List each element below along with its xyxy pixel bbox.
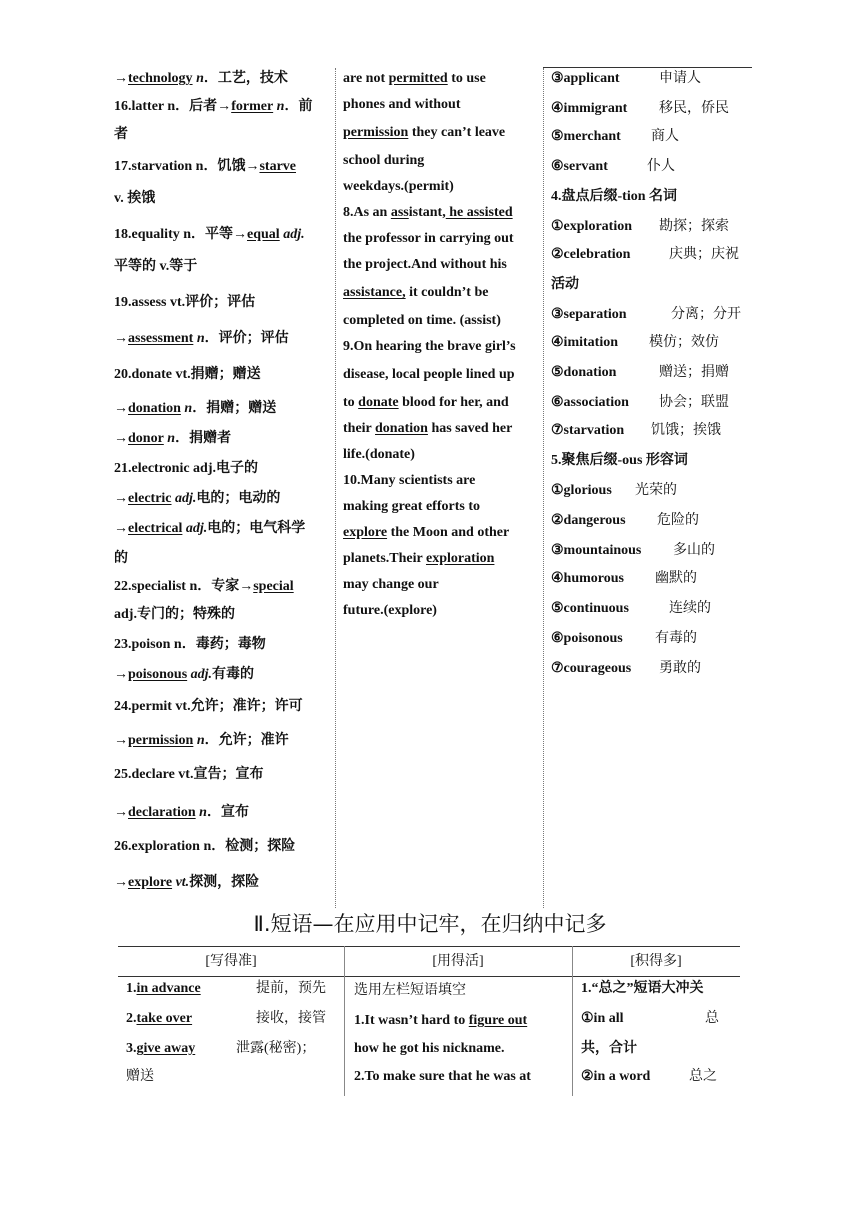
answer-word: poisonous [128, 667, 188, 682]
english-word: ②celebration [551, 247, 631, 262]
line-text: adj.专门的；特殊的 [114, 607, 235, 622]
suffix-line [551, 306, 751, 324]
english-word: ①exploration [551, 219, 632, 234]
answer-word: equal [247, 227, 280, 242]
phrase-group-line [581, 980, 737, 998]
answer-word: donate [358, 395, 399, 410]
item-number: 3. [126, 1041, 137, 1056]
suffix-line [551, 246, 751, 264]
fill-blank-line [354, 1012, 527, 1030]
vocab-line [114, 838, 295, 856]
english-word: 5.聚焦后缀-ous 形容词 [551, 453, 688, 468]
sentence-line [343, 230, 514, 248]
vocab-line [114, 666, 254, 684]
line-text: ．宣布 [206, 805, 249, 820]
sentence-line [343, 256, 507, 274]
line-text: 9.On hearing the brave girl’s [343, 339, 516, 354]
line-text: 有毒的 [212, 667, 255, 682]
answer-word: permitted [388, 71, 448, 86]
phrase-line [126, 1010, 340, 1028]
phrase-group-line [581, 1068, 737, 1086]
suffix-line [551, 570, 751, 588]
chinese-meaning: 连续的 [669, 601, 711, 616]
vocab-line [114, 366, 261, 384]
line-text: are not [343, 71, 389, 86]
line-text: their [343, 421, 376, 436]
english-phrase: ②in a word [581, 1069, 651, 1084]
sentence-line [343, 312, 501, 330]
chinese-meaning: 赠送；捐赠 [659, 365, 729, 380]
vocab-line [114, 460, 258, 478]
chinese-meaning: 饥饿；挨饿 [651, 423, 721, 438]
sentence-line [343, 178, 454, 196]
line-text: to [343, 395, 359, 410]
chinese-meaning: 多山的 [673, 543, 715, 558]
part-of-speech: n [273, 99, 285, 114]
vocab-line [114, 698, 303, 716]
table-header-3: [积得多] [630, 954, 682, 969]
line-text: 23.poison n．毒药；毒物 [114, 637, 266, 652]
sentence-line [343, 446, 415, 464]
vocab-line [114, 158, 296, 176]
answer-word: ass [390, 205, 409, 220]
fill-blank-line [354, 1040, 505, 1058]
line-text: it couldn’t be [405, 285, 489, 300]
part-of-speech: n [195, 805, 207, 820]
part-of-speech: n [192, 71, 204, 86]
chinese-meaning: 光荣的 [635, 483, 677, 498]
suffix-line [551, 188, 751, 206]
answer-phrase: figure out [468, 1013, 528, 1028]
line-text: future.(explore) [343, 603, 437, 618]
suffix-line [551, 422, 751, 440]
answer-word: donor [128, 431, 164, 446]
suffix-line [551, 482, 751, 500]
vocab-line [114, 126, 128, 144]
english-word: ⑥servant [551, 159, 608, 174]
chinese-meaning: 协会；联盟 [659, 395, 729, 410]
table-header-2: [用得活] [432, 954, 484, 969]
line-text: v. 挨饿 [114, 191, 156, 206]
column-divider-1 [335, 68, 336, 908]
arrow-text: → [114, 401, 128, 416]
part-of-speech: adj. [182, 521, 208, 536]
sentence-line [343, 550, 494, 568]
answer-word: explore [128, 875, 173, 890]
line-text: 电的；电动的 [196, 491, 281, 506]
section-title: Ⅱ.短语—在应用中记牢，在归纳中记多 [253, 912, 607, 936]
item-number: 2. [126, 1011, 137, 1026]
line-text: phones and without [343, 97, 461, 112]
sentence-line [343, 394, 509, 412]
line-text: 探测，探险 [189, 875, 260, 890]
chinese-meaning: 幽默的 [655, 571, 697, 586]
english-word: ④immigrant [551, 101, 628, 116]
vocab-line [114, 490, 280, 508]
english-word: ③separation [551, 307, 627, 322]
english-word: ③applicant [551, 71, 620, 86]
arrow-text: → [114, 667, 128, 682]
suffix-line [551, 394, 751, 412]
english-word: ②dangerous [551, 513, 626, 528]
item-number: 1. [126, 981, 137, 996]
part-of-speech: n [193, 733, 205, 748]
line-text: 8.As an [343, 205, 391, 220]
vocab-line [114, 70, 288, 88]
line-text: to use [447, 71, 486, 86]
chinese-meaning: 申请人 [659, 71, 701, 86]
sentence-line [343, 152, 424, 170]
line-text: disease, local people lined up [343, 367, 515, 382]
answer-word: he [445, 205, 467, 220]
answer-phrase: take over [136, 1011, 193, 1026]
suffix-line [551, 512, 751, 530]
vocab-line [114, 732, 289, 750]
suffix-line [551, 660, 751, 678]
line-text: 电的；电气科学 [207, 521, 306, 536]
english-word: ④imitation [551, 335, 618, 350]
suffix-line [551, 128, 751, 146]
answer-phrase: in advance [136, 981, 201, 996]
sentence-line [343, 602, 437, 620]
answer-word: permission [343, 125, 409, 140]
english-word: ⑤donation [551, 365, 617, 380]
suffix-line [551, 100, 751, 118]
vocab-line [114, 520, 305, 538]
suffix-line [551, 600, 751, 618]
sentence-line [343, 124, 505, 142]
line-text: completed on time. (assist) [343, 313, 501, 328]
part-of-speech: n [180, 401, 193, 416]
answer-word: donation [375, 421, 428, 436]
part-of-speech: adj. [171, 491, 197, 506]
phrase-line [126, 980, 340, 998]
english-word: ④humorous [551, 571, 624, 586]
part-of-speech: adj. [187, 667, 213, 682]
phrase-group-line [581, 1040, 737, 1058]
answer-word: exploration [425, 551, 495, 566]
line-text: school during [343, 153, 425, 168]
phrase-meaning: 泄露(秘密)； [236, 1041, 316, 1056]
line-text: 21.electronic adj.电子的 [114, 461, 258, 476]
table-header-1: [写得准] [205, 954, 257, 969]
suffix-line [551, 630, 751, 648]
answer-word: assisted [466, 205, 513, 220]
english-word: ③mountainous [551, 543, 642, 558]
sentence-line [343, 498, 480, 516]
suffix-line [551, 334, 751, 352]
english-word: ⑤merchant [551, 129, 621, 144]
line-text: the Moon and other [387, 525, 510, 540]
answer-word: former [231, 99, 274, 114]
vocab-line [114, 430, 231, 448]
answer-word: technology [128, 71, 193, 86]
vocab-line [114, 550, 128, 568]
line-text: life.(donate) [343, 447, 415, 462]
table-header-rule [118, 976, 740, 977]
arrow-text: → [114, 71, 128, 86]
phrase-group-line [581, 1010, 737, 1028]
english-word: ⑦starvation [551, 423, 625, 438]
line-text: 2.To make sure that he was at [354, 1069, 531, 1084]
line-text: 25.declare vt.宣告；宣布 [114, 767, 264, 782]
suffix-line [551, 364, 751, 382]
vocab-line [114, 766, 263, 784]
line-text: 的 [114, 551, 128, 566]
answer-word: permission [128, 733, 194, 748]
line-text: 20.donate vt.捐赠；赠送 [114, 367, 261, 382]
sentence-line [343, 204, 513, 222]
vocab-line [114, 190, 155, 208]
part-of-speech: vt. [172, 875, 190, 890]
line-text: 17.starvation n．饥饿→ [114, 159, 260, 174]
answer-word: donation [128, 401, 181, 416]
line-text: 19.assess vt.评价；评估 [114, 295, 256, 310]
line-text: 10.Many scientists are [343, 473, 476, 488]
english-word: ⑤continuous [551, 601, 629, 616]
sentence-line [343, 472, 475, 490]
line-text: ．工艺，技术 [203, 71, 288, 86]
fill-blank-line [354, 1068, 531, 1086]
vocab-line [114, 330, 289, 348]
part-of-speech: n [163, 431, 176, 446]
sentence-line [343, 338, 516, 356]
line-text: the project.And without his [343, 257, 507, 272]
sentence-line [343, 284, 488, 302]
answer-word: explore [343, 525, 388, 540]
chinese-meaning: 仆人 [647, 159, 675, 174]
arrow-text: → [114, 331, 128, 346]
answer-word: assessment [128, 331, 194, 346]
chinese-meaning: 模仿；效仿 [649, 335, 719, 350]
fill-blank-line [354, 982, 466, 1000]
line-text: 选用左栏短语填空 [354, 983, 466, 998]
line-text: istant, [408, 205, 446, 220]
answer-word: special [253, 579, 294, 594]
part-of-speech: adj. [279, 227, 305, 242]
vocab-line [114, 226, 305, 244]
answer-word: electric [128, 491, 172, 506]
english-word: ⑥poisonous [551, 631, 623, 646]
sentence-line [343, 524, 509, 542]
line-text: ．评价；评估 [204, 331, 289, 346]
arrow-text: → [114, 733, 128, 748]
line-text: ．捐赠者 [175, 431, 232, 446]
line-text: 24.permit vt.允许；准许；许可 [114, 699, 303, 714]
column-divider-2 [543, 68, 544, 908]
line-text: may change our [343, 577, 439, 592]
line-text: 22.specialist n．专家→ [114, 579, 254, 594]
arrow-text: → [114, 875, 128, 890]
phrase-meaning: 提前，预先 [256, 981, 326, 996]
suffix-line [551, 276, 751, 294]
part-of-speech: n [193, 331, 205, 346]
line-text: ．捐赠；赠送 [192, 401, 277, 416]
line-text: weekdays.(permit) [343, 179, 454, 194]
suffix-line [551, 218, 751, 236]
line-text: 平等的 v.等于 [114, 259, 198, 274]
line-text: planets.Their [343, 551, 426, 566]
chinese-meaning: 总之 [689, 1069, 717, 1084]
phrase-line [126, 1068, 340, 1086]
line-text: 16.latter n．后者→ [114, 99, 232, 114]
line-text: 者 [114, 127, 128, 142]
chinese-meaning: 危险的 [657, 513, 699, 528]
line-text: making great efforts to [343, 499, 480, 514]
suffix-line [551, 70, 751, 88]
chinese-meaning: 分离；分开 [671, 307, 741, 322]
vocab-line [114, 400, 276, 418]
english-word: 活动 [551, 277, 579, 292]
english-word: ①glorious [551, 483, 612, 498]
chinese-meaning: 庆典；庆祝 [669, 247, 739, 262]
line-text: ．允许；准许 [204, 733, 289, 748]
english-word: 4.盘点后缀-tion 名词 [551, 189, 677, 204]
english-phrase: 1.“总之”短语大冲关 [581, 981, 704, 996]
answer-word: electrical [128, 521, 183, 536]
suffix-line [551, 452, 751, 470]
arrow-text: → [114, 805, 128, 820]
sentence-line [343, 420, 512, 438]
phrase-meaning: 赠送 [126, 1069, 154, 1084]
sentence-line [343, 576, 439, 594]
phrase-meaning: 接收，接管 [256, 1011, 326, 1026]
sentence-line [343, 96, 461, 114]
english-phrase: 共，合计 [581, 1041, 637, 1056]
arrow-text: → [114, 521, 128, 536]
line-text: blood for her, and [398, 395, 509, 410]
phrase-line [126, 1040, 340, 1058]
arrow-text: → [114, 431, 128, 446]
arrow-text: → [114, 491, 128, 506]
suffix-line [551, 158, 751, 176]
english-phrase: ①in all [581, 1011, 624, 1026]
line-text: 1.It wasn’t hard to [354, 1013, 469, 1028]
line-text: the professor in carrying out [343, 231, 514, 246]
line-text: they can’t leave [408, 125, 506, 140]
vocab-line [114, 874, 259, 892]
chinese-meaning: 移民，侨民 [659, 101, 729, 116]
answer-word: starve [259, 159, 296, 174]
line-text: has saved her [427, 421, 513, 436]
answer-phrase: give away [136, 1041, 196, 1056]
line-text: 26.exploration n．检测；探险 [114, 839, 296, 854]
chinese-meaning: 总 [705, 1011, 719, 1026]
vocab-line [114, 606, 235, 624]
answer-word: declaration [128, 805, 196, 820]
line-text: ．前 [284, 99, 313, 114]
line-text: 18.equality n．平等→ [114, 227, 248, 242]
vocab-line [114, 804, 249, 822]
vocab-line [114, 578, 294, 596]
vocab-line [114, 98, 312, 116]
chinese-meaning: 勇敢的 [659, 661, 701, 676]
suffix-line [551, 542, 751, 560]
vocab-line [114, 294, 255, 312]
table-top-rule [118, 946, 740, 947]
vocab-line [114, 636, 266, 654]
chinese-meaning: 勘探；探索 [659, 219, 729, 234]
line-text: how he got his nickname. [354, 1041, 505, 1056]
chinese-meaning: 商人 [651, 129, 679, 144]
sentence-line [343, 366, 515, 384]
english-word: ⑥association [551, 395, 629, 410]
answer-word: assistance, [343, 285, 406, 300]
sentence-line [343, 70, 486, 88]
english-word: ⑦courageous [551, 661, 632, 676]
vocab-line [114, 258, 197, 276]
top-rule [543, 67, 752, 68]
chinese-meaning: 有毒的 [655, 631, 697, 646]
